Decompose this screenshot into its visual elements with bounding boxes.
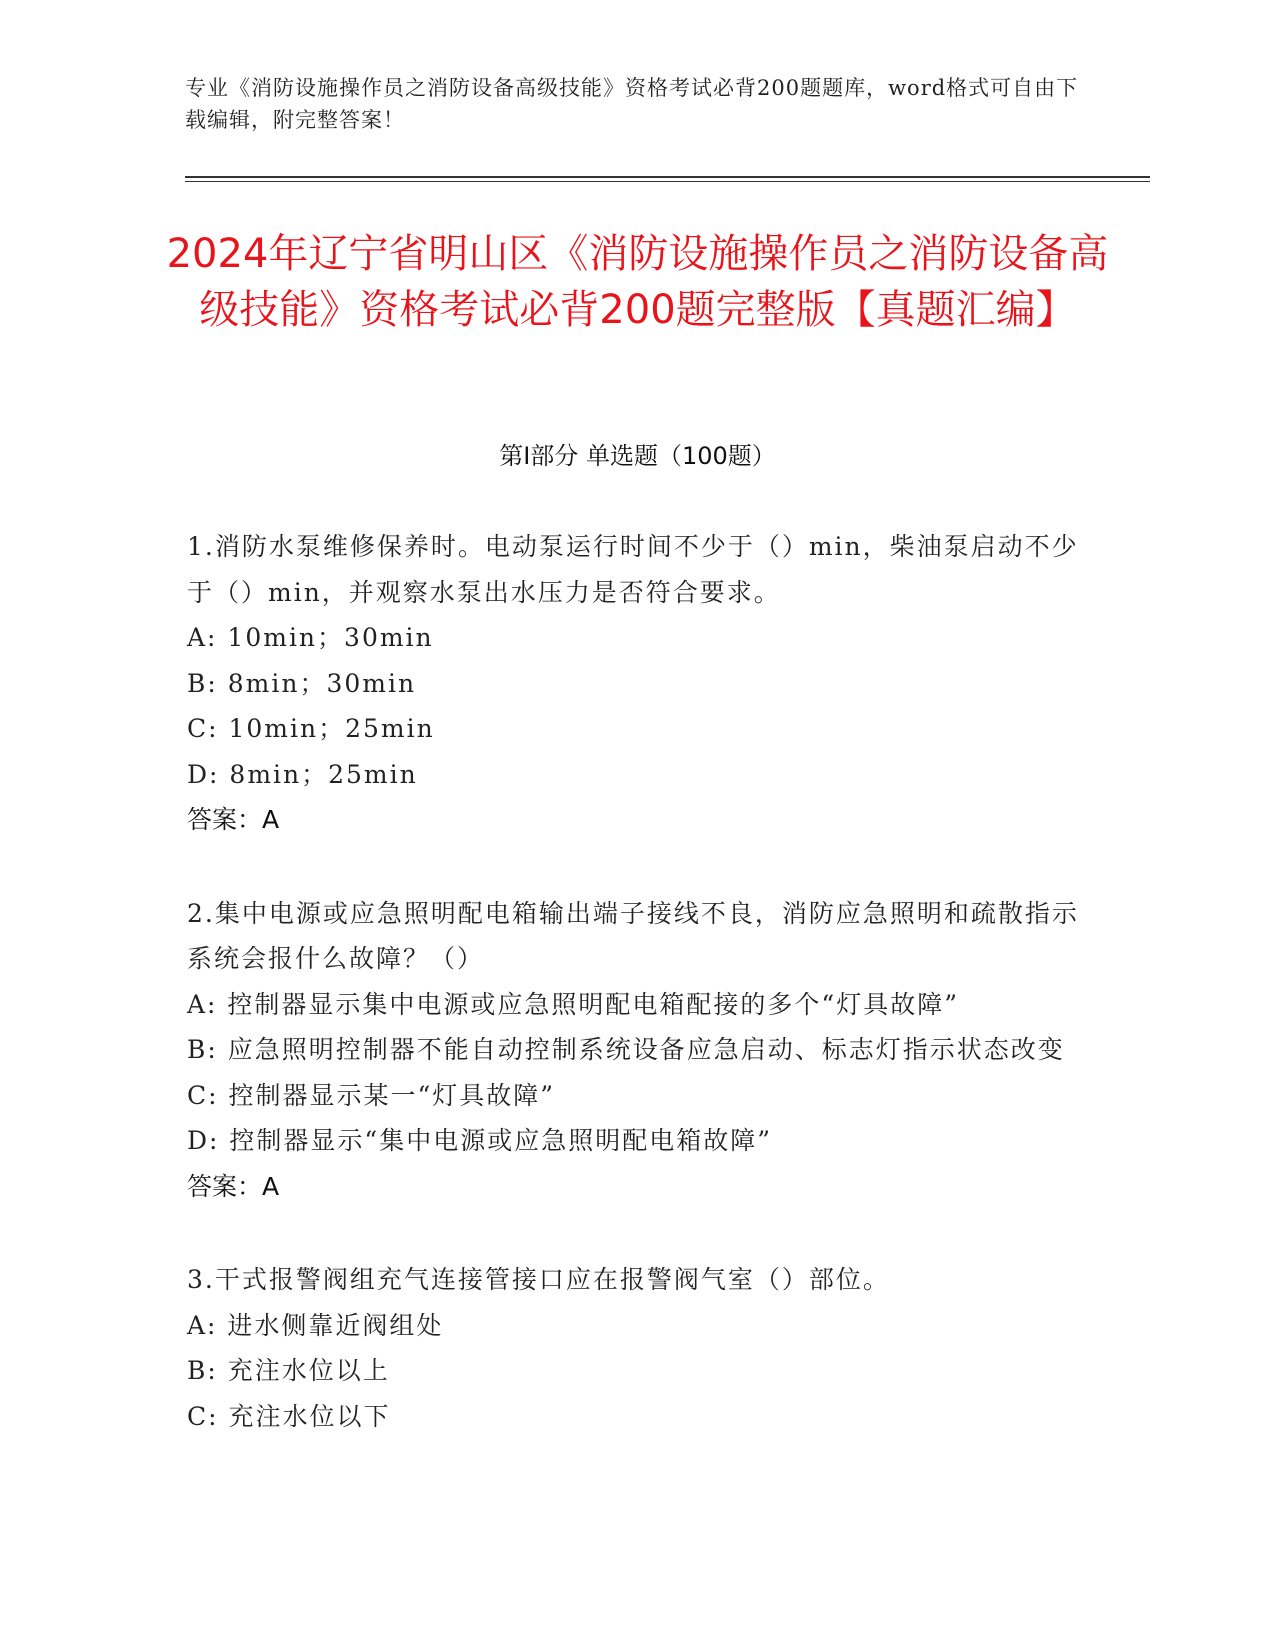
option-a: A: 控制器显示集中电源或应急照明配电箱配接的多个“灯具故障”: [187, 989, 959, 1019]
question-3: [187, 1257, 1087, 1439]
option-d: D: 控制器显示“集中电源或应急照明配电箱故障”: [187, 1126, 772, 1155]
question-1: [187, 524, 1087, 843]
header-divider-thin: [185, 181, 1150, 182]
answer-label: 答案：A: [187, 1171, 280, 1201]
option-b: B: 应急照明控制器不能自动控制系统设备应急启动、标志灯指示状态改变: [187, 1035, 1065, 1064]
header-divider-thick: [185, 176, 1150, 178]
document-title: 2024年辽宁省明山区《消防设施操作员之消防设备高级技能》资格考试必背200题完整版【真题汇编】: [166, 231, 1109, 333]
option-a: A: 进水侧靠近阀组处: [187, 1310, 444, 1340]
question-stem: 3.干式报警阀组充气连接管接口应在报警阀气室（）部位。: [187, 1265, 890, 1294]
answer-label: 答案：A: [187, 805, 280, 834]
option-c: C: 10min；25min: [187, 714, 435, 743]
option-b: B: 8min；30min: [187, 668, 417, 698]
header-note: 专业《消防设施操作员之消防设备高级技能》资格考试必背200题题库，word格式可自由下载编辑，附完整答案！: [185, 76, 1079, 132]
option-c: C: 充注水位以下: [187, 1401, 391, 1431]
option-d: D: 8min；25min: [187, 759, 418, 789]
question-2: [187, 891, 1087, 1210]
option-b: B: 充注水位以上: [187, 1356, 390, 1385]
option-c: C: 控制器显示某一“灯具故障”: [187, 1080, 556, 1110]
section-heading: 第I部分 单选题（100题）: [499, 442, 776, 470]
option-a: A: 10min；30min: [187, 623, 434, 652]
question-list: [187, 524, 1087, 1487]
question-stem: 1.消防水泵维修保养时。电动泵运行时间不少于（）min，柴油泵启动不少于（）min，并观察水泵出水压力是否符合要求。: [187, 532, 1079, 607]
question-stem: 2.集中电源或应急照明配电箱输出端子接线不良，消防应急照明和疏散指示系统会报什么故障？（）: [187, 898, 1079, 973]
